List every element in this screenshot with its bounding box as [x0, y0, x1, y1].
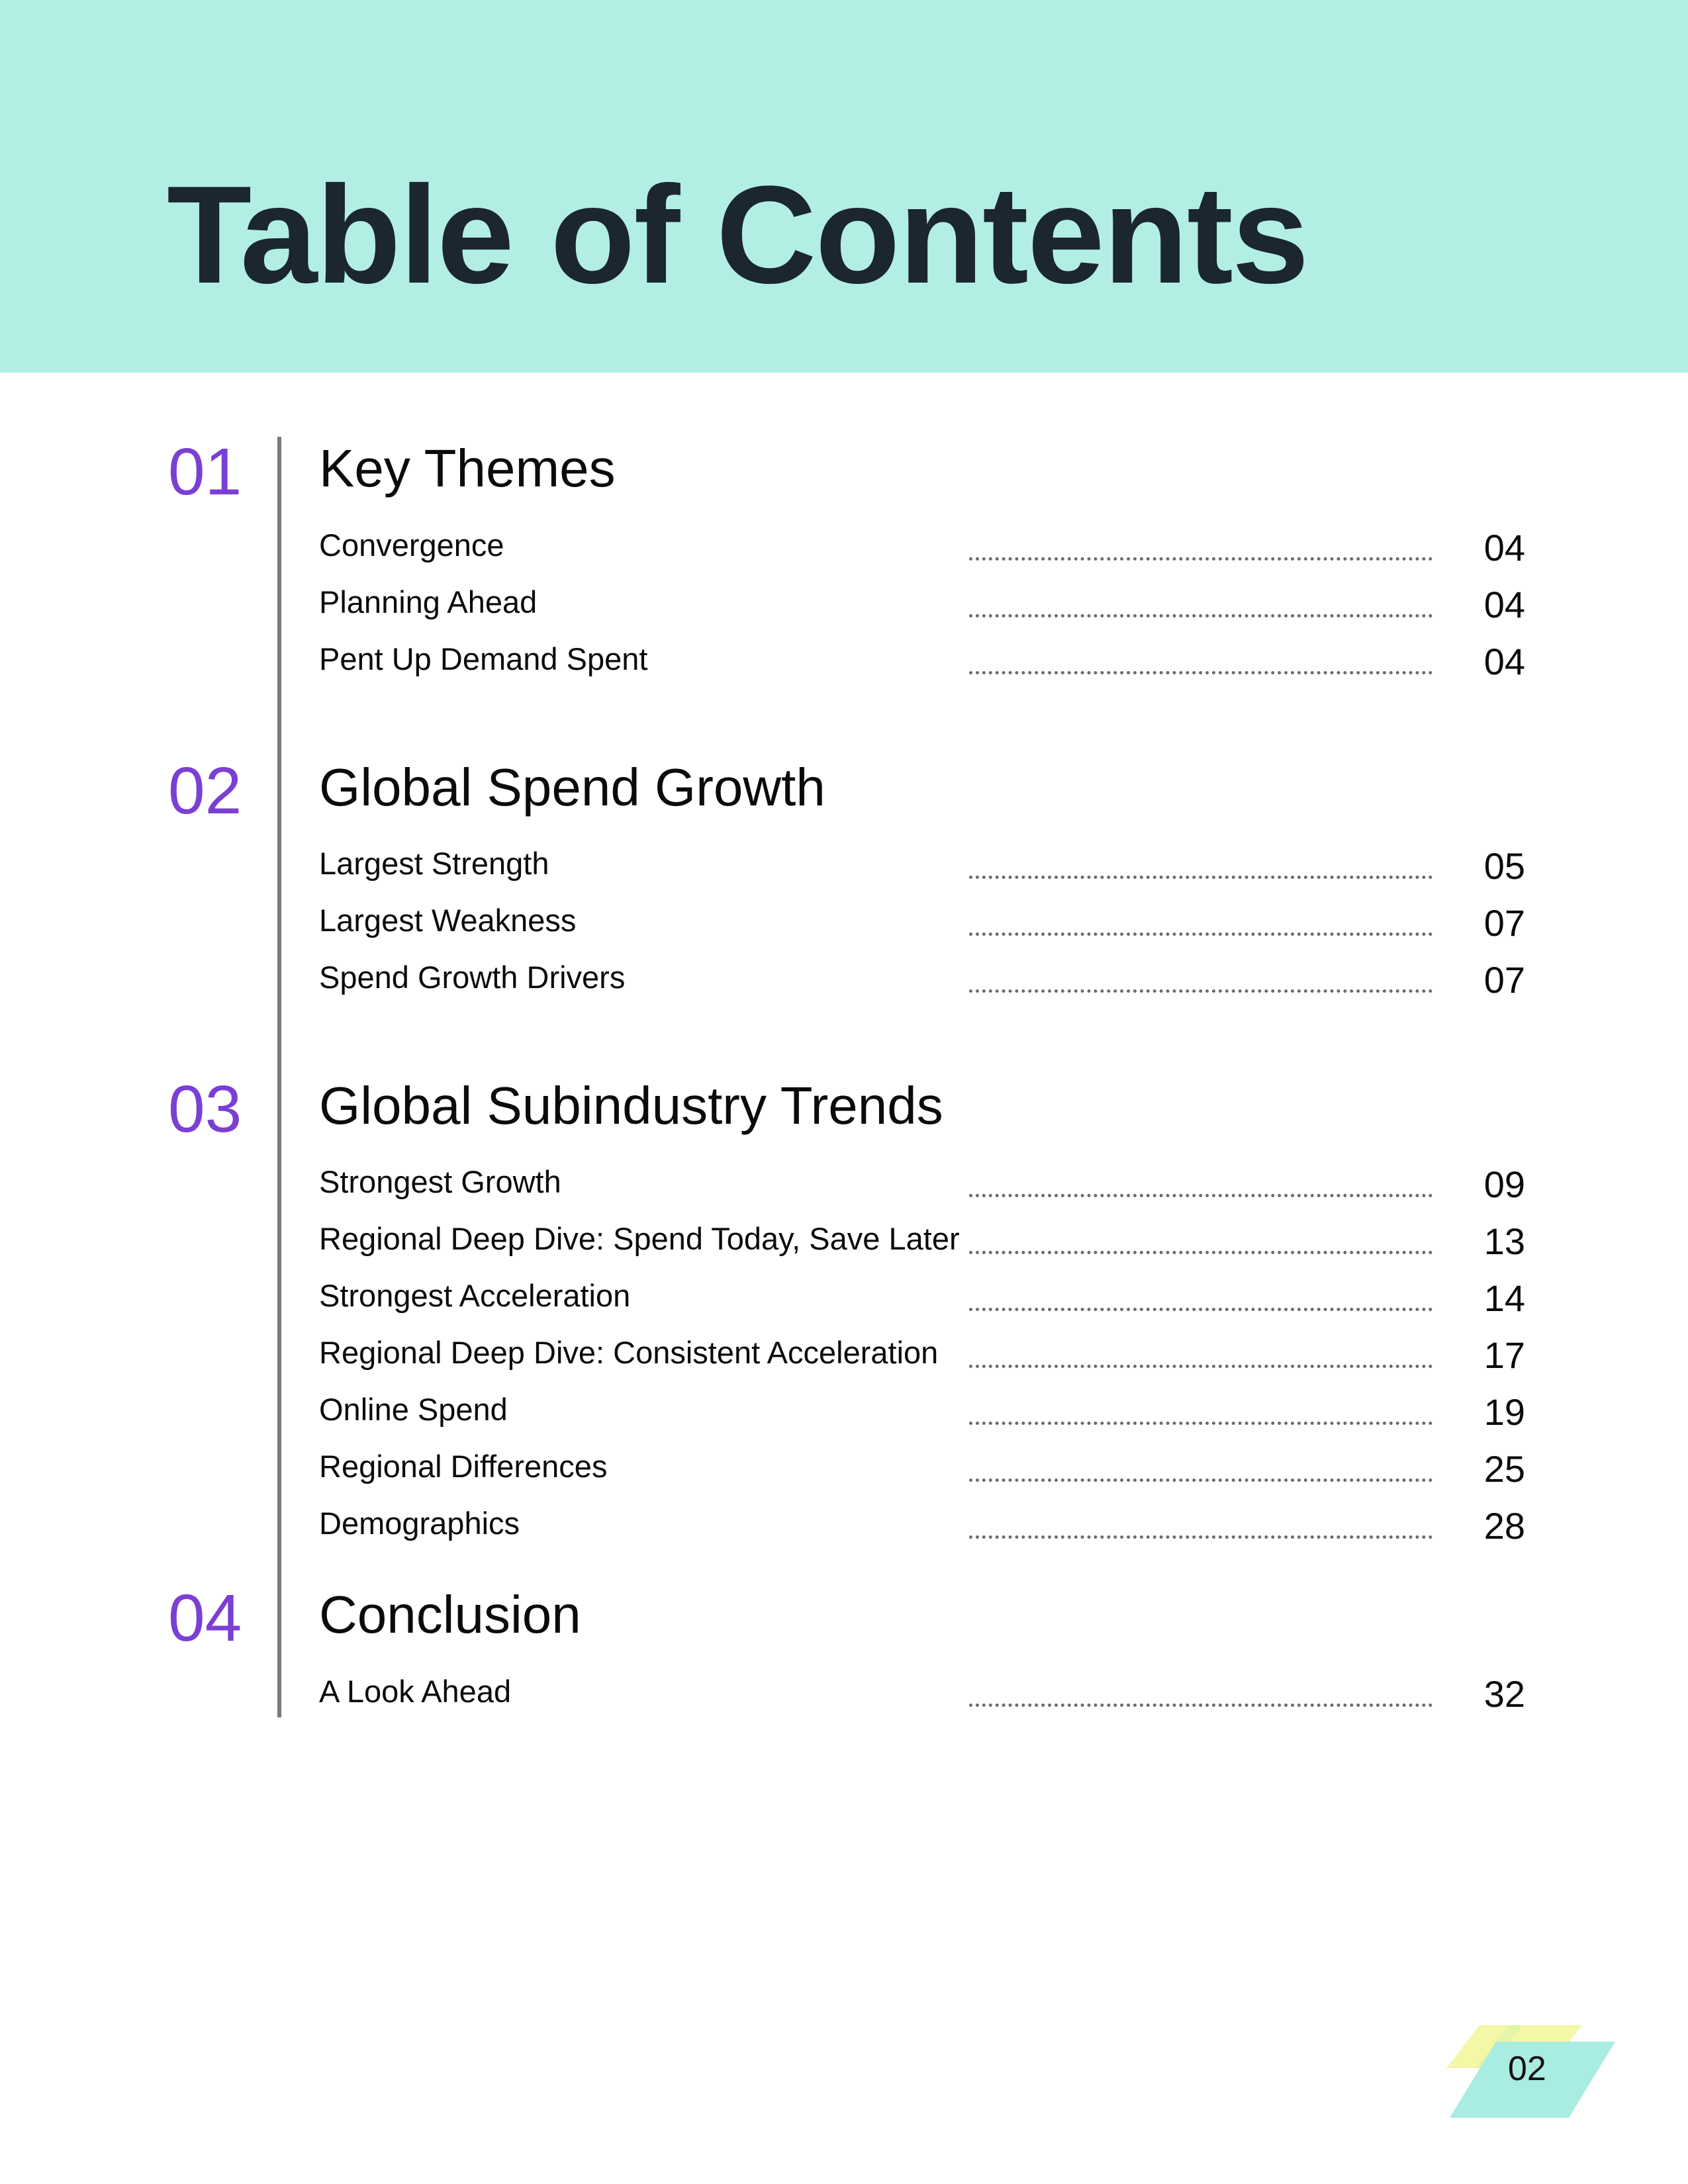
- toc-entry[interactable]: [319, 845, 1525, 894]
- toc-entry[interactable]: [319, 1277, 1525, 1326]
- toc-entry-label: Demographics: [319, 1506, 520, 1541]
- section-title: Global Spend Growth: [319, 758, 825, 817]
- toc-entry[interactable]: [319, 529, 1525, 576]
- toc-entry-label: Planning Ahead: [319, 584, 538, 619]
- toc-entry[interactable]: [319, 902, 1525, 951]
- toc-entry-label: Pent Up Demand Spent: [319, 641, 648, 676]
- toc-entry-page: 09: [1483, 1163, 1525, 1205]
- section-title: Global Subindustry Trends: [319, 1076, 943, 1135]
- toc-entry[interactable]: [319, 1448, 1525, 1497]
- dot-leader: [969, 1308, 1432, 1311]
- section-number: 04: [168, 1581, 242, 1655]
- toc-entry-label: Regional Differences: [319, 1449, 608, 1484]
- dot-leader: [969, 1422, 1432, 1425]
- section-number: 02: [168, 754, 242, 828]
- dot-leader: [969, 1251, 1432, 1254]
- toc-entry-page: 28: [1483, 1505, 1525, 1547]
- dot-leader: [969, 557, 1432, 561]
- toc-entry-page: 17: [1483, 1334, 1525, 1376]
- toc-entry-page: 25: [1483, 1448, 1525, 1490]
- toc-entry-page: 05: [1483, 845, 1525, 887]
- toc-entry-label: Convergence: [319, 527, 504, 563]
- dot-leader: [969, 614, 1432, 617]
- toc-entry[interactable]: [319, 1505, 1525, 1554]
- dot-leader: [969, 1704, 1432, 1707]
- dot-leader: [969, 933, 1432, 936]
- toc-entry-page: 13: [1483, 1220, 1525, 1262]
- section-title: Key Themes: [319, 439, 616, 498]
- toc-entry-page: 19: [1483, 1391, 1525, 1433]
- toc-entry-page: 32: [1483, 1673, 1525, 1715]
- dot-leader: [969, 1365, 1432, 1368]
- page-title: Table of Contents: [167, 157, 1308, 312]
- dot-leader: [969, 1194, 1432, 1197]
- toc-entry[interactable]: [319, 1220, 1525, 1269]
- toc-entry-page: 04: [1483, 527, 1525, 569]
- toc-entry[interactable]: [319, 586, 1525, 633]
- toc-entry-label: Strongest Growth: [319, 1164, 561, 1199]
- dot-leader: [969, 989, 1432, 993]
- toc-entry-label: Spend Growth Drivers: [319, 960, 626, 995]
- toc-entry-page: 07: [1483, 959, 1525, 1001]
- toc-entry-label: Online Spend: [319, 1392, 508, 1427]
- dot-leader: [969, 876, 1432, 879]
- toc-entry-page: 04: [1483, 584, 1525, 625]
- toc-entry-label: Regional Deep Dive: Consistent Acceleration: [319, 1335, 939, 1370]
- toc-entry[interactable]: [319, 643, 1525, 690]
- toc-entry-label: Largest Strength: [319, 846, 549, 881]
- section-title: Conclusion: [319, 1585, 581, 1644]
- toc-entry-page: 14: [1483, 1277, 1525, 1319]
- toc-entry-page: 04: [1483, 641, 1525, 682]
- dot-leader: [969, 1535, 1432, 1539]
- toc-entry-label: Regional Deep Dive: Spend Today, Save Later: [319, 1221, 960, 1256]
- dot-leader: [969, 1479, 1432, 1482]
- section-number: 01: [168, 435, 242, 509]
- toc-entry-label: A Look Ahead: [319, 1674, 512, 1709]
- toc-entry-page: 07: [1483, 902, 1525, 944]
- section-divider-line: [277, 437, 281, 1717]
- toc-entry[interactable]: [319, 1334, 1525, 1383]
- toc-entry-label: Largest Weakness: [319, 903, 577, 938]
- toc-entry[interactable]: [319, 1163, 1525, 1212]
- toc-entry[interactable]: [319, 1673, 1525, 1722]
- toc-entry-label: Strongest Acceleration: [319, 1278, 631, 1313]
- section-number: 03: [168, 1072, 242, 1146]
- toc-entry[interactable]: [319, 959, 1525, 1008]
- toc-entry[interactable]: [319, 1391, 1525, 1440]
- dot-leader: [969, 671, 1432, 674]
- page-number: 02: [1508, 2050, 1546, 2088]
